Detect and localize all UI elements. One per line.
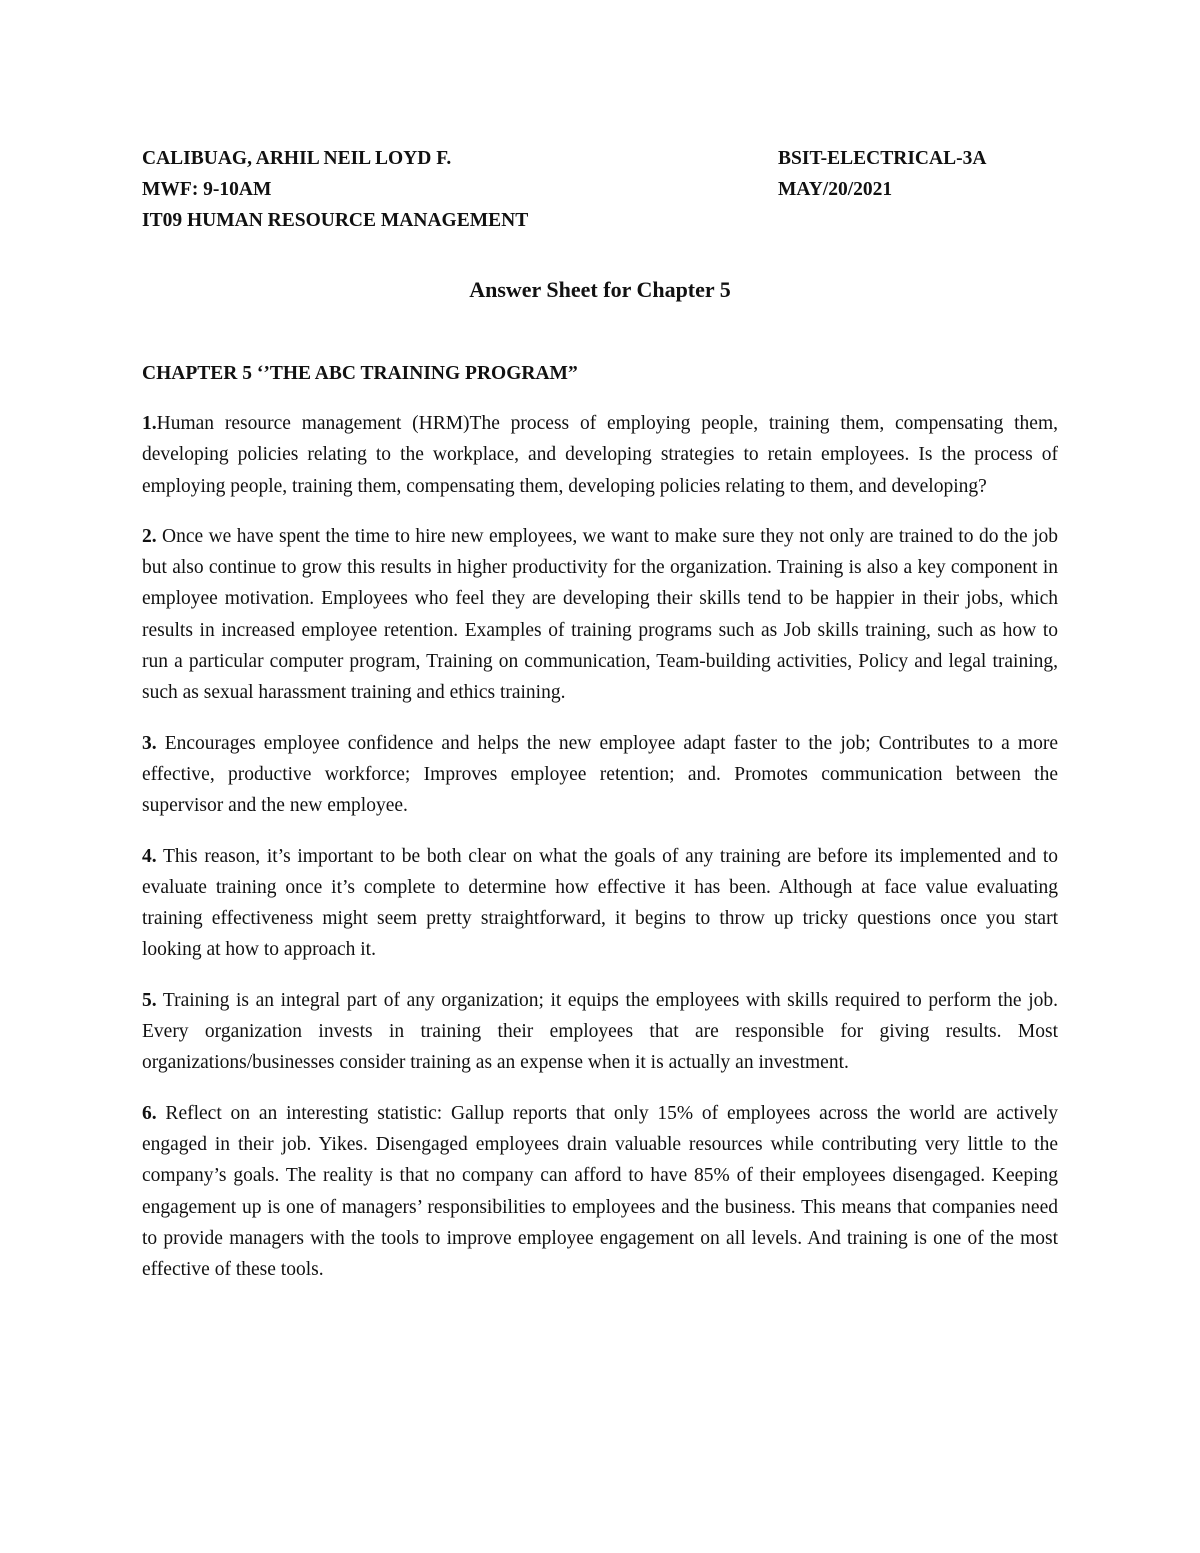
- answer-text: Human resource management (HRM)The process of employing people, training them, compensating them, developing policies relating to the workplace, and developing strategies to retain employees. Is the process of employing people, training them, compensating them, developing policies relating to them, and developing?: [142, 413, 1058, 497]
- answer-text: Training is an integral part of any organization; it equips the employees with skills required to perform the job. Every organization invests in training their employees that are responsible for giving results. Most organizations/businesses consider training as an expense when it is actually an investment.: [142, 989, 1058, 1074]
- section: BSIT-ELECTRICAL-3A: [778, 148, 987, 169]
- answer-3: [142, 728, 1058, 822]
- answer-6: [142, 1098, 1058, 1286]
- date: MAY/20/2021: [778, 179, 893, 200]
- answer-text: Once we have spent the time to hire new employees, we want to make sure they not only are trained to do the job but also continue to grow this results in higher productivity for the organization. Training is also a key component in employee motivation. Employees who feel they are developing their skills tend to be happier in their jobs, which results in increased employee retention. Examples of training programs such as Job skills training, such as how to run a particular computer program, Training on communication, Team-building activities, Policy and legal training, such as sexual harassment training and ethics training.: [142, 525, 1058, 704]
- answer-2: [142, 521, 1058, 709]
- answers-list: [142, 408, 1058, 1304]
- answer-number: 4.: [142, 845, 157, 867]
- answer-text: Encourages employee confidence and helps the new employee adapt faster to the job; Contributes to a more effective, productive workforce; Improves employee retention; and. Promotes communication between the supervisor and the new employee.: [142, 732, 1058, 817]
- answer-1: [142, 408, 1058, 502]
- header-row-3: [142, 205, 1058, 236]
- document-header: [142, 143, 1058, 236]
- header-row-2: [142, 174, 1058, 205]
- page-title: Answer Sheet for Chapter 5: [469, 277, 731, 302]
- chapter-heading: CHAPTER 5 ‘’THE ABC TRAINING PROGRAM”: [142, 363, 578, 384]
- answer-number: 5.: [142, 989, 157, 1011]
- student-name: CALIBUAG, ARHIL NEIL LOYD F.: [142, 148, 452, 169]
- answer-number: 1.: [142, 413, 157, 434]
- answer-number: 2.: [142, 525, 157, 547]
- answer-number: 3.: [142, 732, 157, 754]
- answer-5: [142, 985, 1058, 1079]
- answer-4: [142, 841, 1058, 966]
- answer-number: 6.: [142, 1102, 157, 1124]
- schedule: MWF: 9-10AM: [142, 179, 272, 200]
- answer-text: This reason, it’s important to be both clear on what the goals of any training are before its implemented and to evaluate training once it’s complete to determine how effective it has been. Although at face value evaluating training effectiveness might seem pretty straightforward, it begins to throw up tricky questions once you start looking at how to approach it.: [142, 845, 1058, 961]
- header-row-1: [142, 143, 1058, 174]
- answer-text: Reflect on an interesting statistic: Gallup reports that only 15% of employees across the world are actively engaged in their job. Yikes. Disengaged employees drain valuable resources while contributing very little to the company’s goals. The reality is that no company can afford to have 85% of their employees disengaged. Keeping engagement up is one of managers’ responsibilities to employees and the business. This means that companies need to provide managers with the tools to improve employee engagement on all levels. And training is one of the most effective of these tools.: [142, 1102, 1058, 1281]
- course: IT09 HUMAN RESOURCE MANAGEMENT: [142, 210, 529, 231]
